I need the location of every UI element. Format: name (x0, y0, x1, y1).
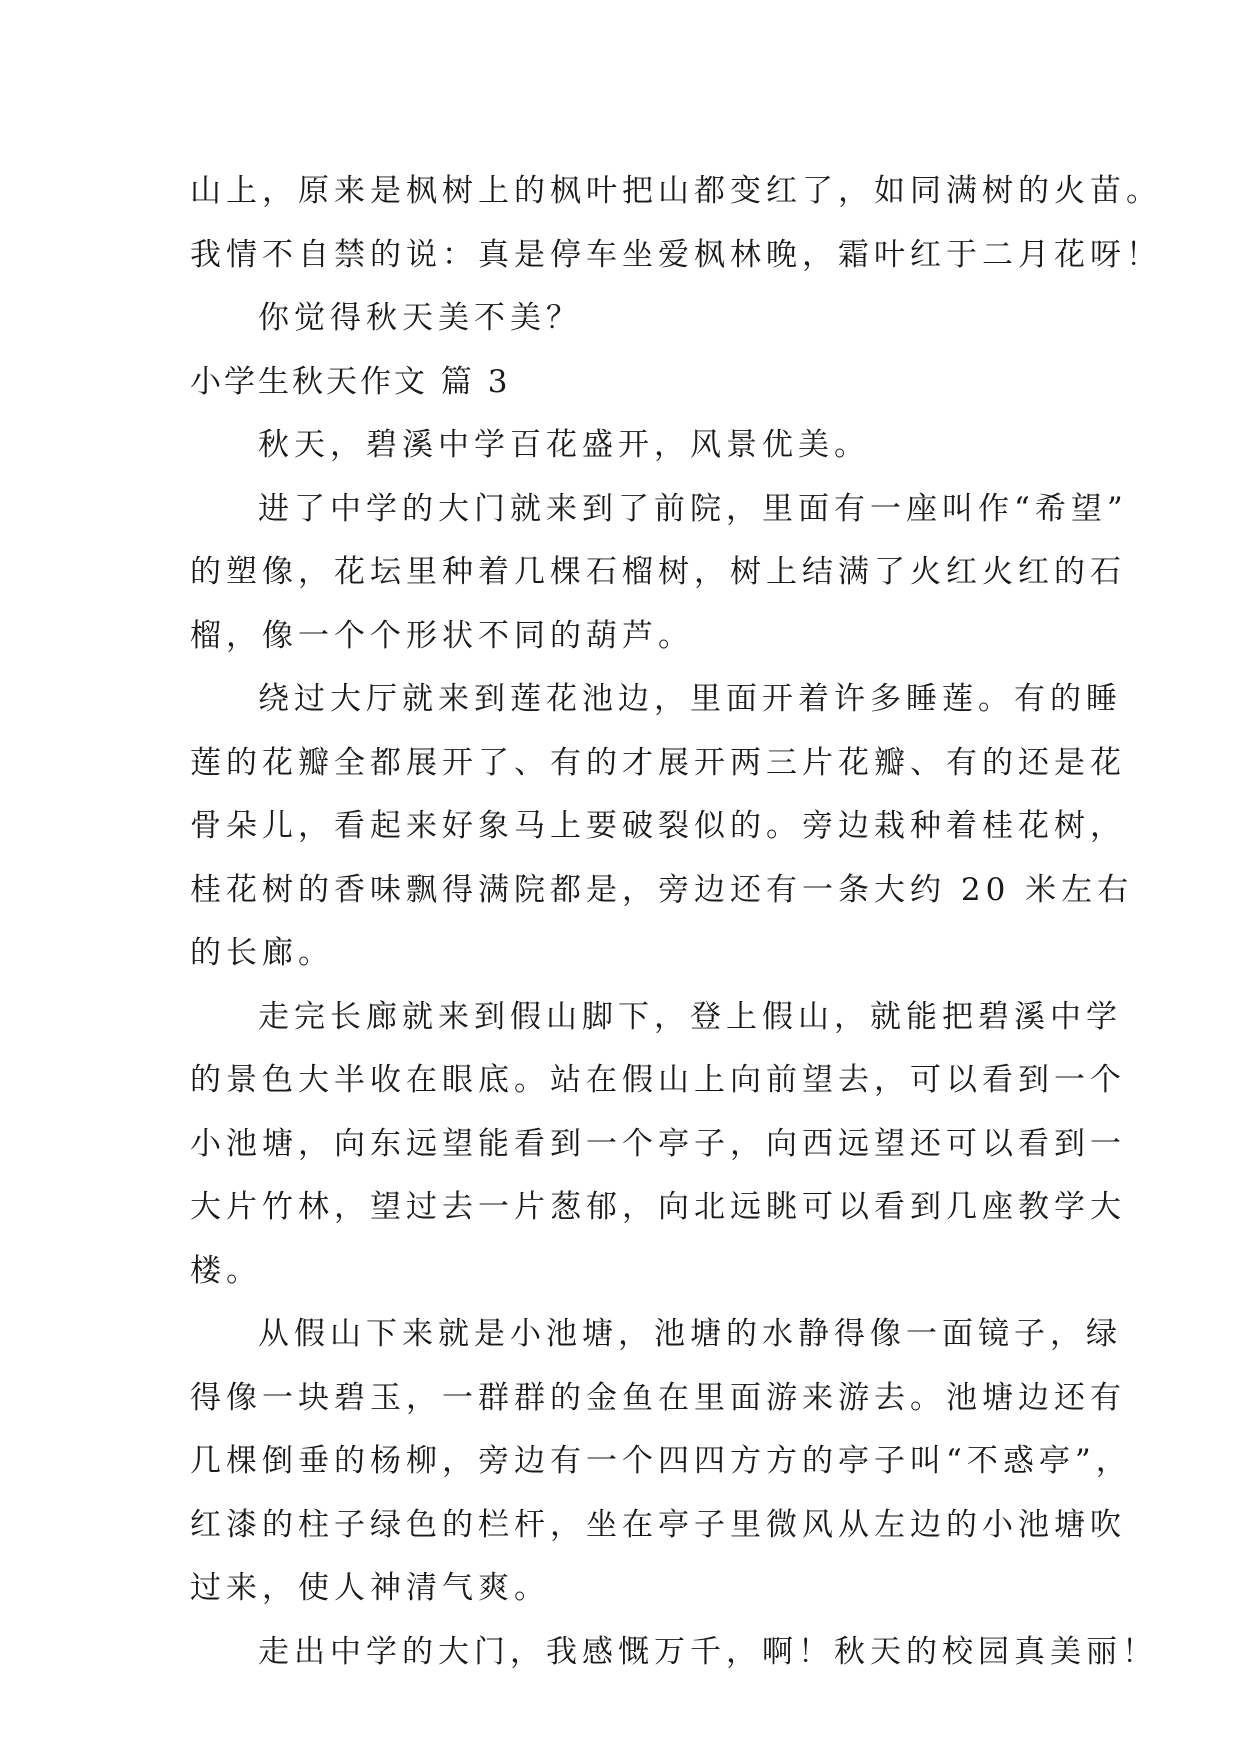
text-line: 我情不自禁的说：真是停车坐爱枫林晚，霜叶红于二月花呀！ (190, 236, 1162, 273)
text-line: 骨朵儿，看起来好象马上要破裂似的。旁边栽种着桂花树， (190, 808, 1126, 844)
text-line: 莲的花瓣全都展开了、有的才展开两三片花瓣、有的还是花 (190, 744, 1126, 781)
text-line: 的长廊。 (190, 935, 334, 971)
text-line: 秋天，碧溪中学百花盛开，风景优美。 (258, 427, 870, 463)
text-line: 小池塘，向东远望能看到一个亭子，向西远望还可以看到一 (190, 1125, 1126, 1162)
text-line: 进了中学的大门就来到了前院，里面有一座叫作“希望” (258, 490, 1128, 527)
text-line: 楼。 (190, 1252, 262, 1289)
text-line: 的塑像，花坛里种着几棵石榴树，树上结满了火红火红的石 (190, 554, 1126, 590)
text-line: 从假山下来就是小池塘，池塘的水静得像一面镜子，绿 (258, 1316, 1122, 1352)
text-line: 红漆的柱子绿色的栏杆，坐在亭子里微风从左边的小池塘吹 (190, 1506, 1126, 1543)
text-line: 山上，原来是枫树上的枫叶把山都变红了，如同满树的火苗。 (190, 173, 1162, 209)
text-line: 走出中学的大门，我感慨万千，啊！秋天的校园真美丽！ (258, 1633, 1158, 1670)
text-line: 走完长廊就来到假山脚下，登上假山，就能把碧溪中学 (258, 998, 1122, 1035)
essay-body (190, 160, 1162, 1684)
text-line: 得像一块碧玉，一群群的金鱼在里面游来游去。池塘边还有 (190, 1379, 1126, 1416)
text-line: 的景色大半收在眼底。站在假山上向前望去，可以看到一个 (190, 1062, 1126, 1098)
text-line: 几棵倒垂的杨柳，旁边有一个四四方方的亭子叫“不惑亭”， (190, 1443, 1132, 1479)
text-line: 桂花树的香味飘得满院都是，旁边还有一条大约 20 米左右 (190, 871, 1134, 908)
text-line: 绕过大厅就来到莲花池边，里面开着许多睡莲。有的睡 (258, 681, 1122, 717)
text-line: 你觉得秋天美不美？ (258, 300, 582, 336)
text-line: 大片竹林，望过去一片葱郁，向北远眺可以看到几座教学大 (190, 1189, 1126, 1225)
text-line: 过来，使人神清气爽。 (190, 1570, 550, 1606)
text-line: 榴，像一个个形状不同的葫芦。 (190, 617, 694, 654)
section-heading: 小学生秋天作文 篇 3 (190, 363, 511, 400)
